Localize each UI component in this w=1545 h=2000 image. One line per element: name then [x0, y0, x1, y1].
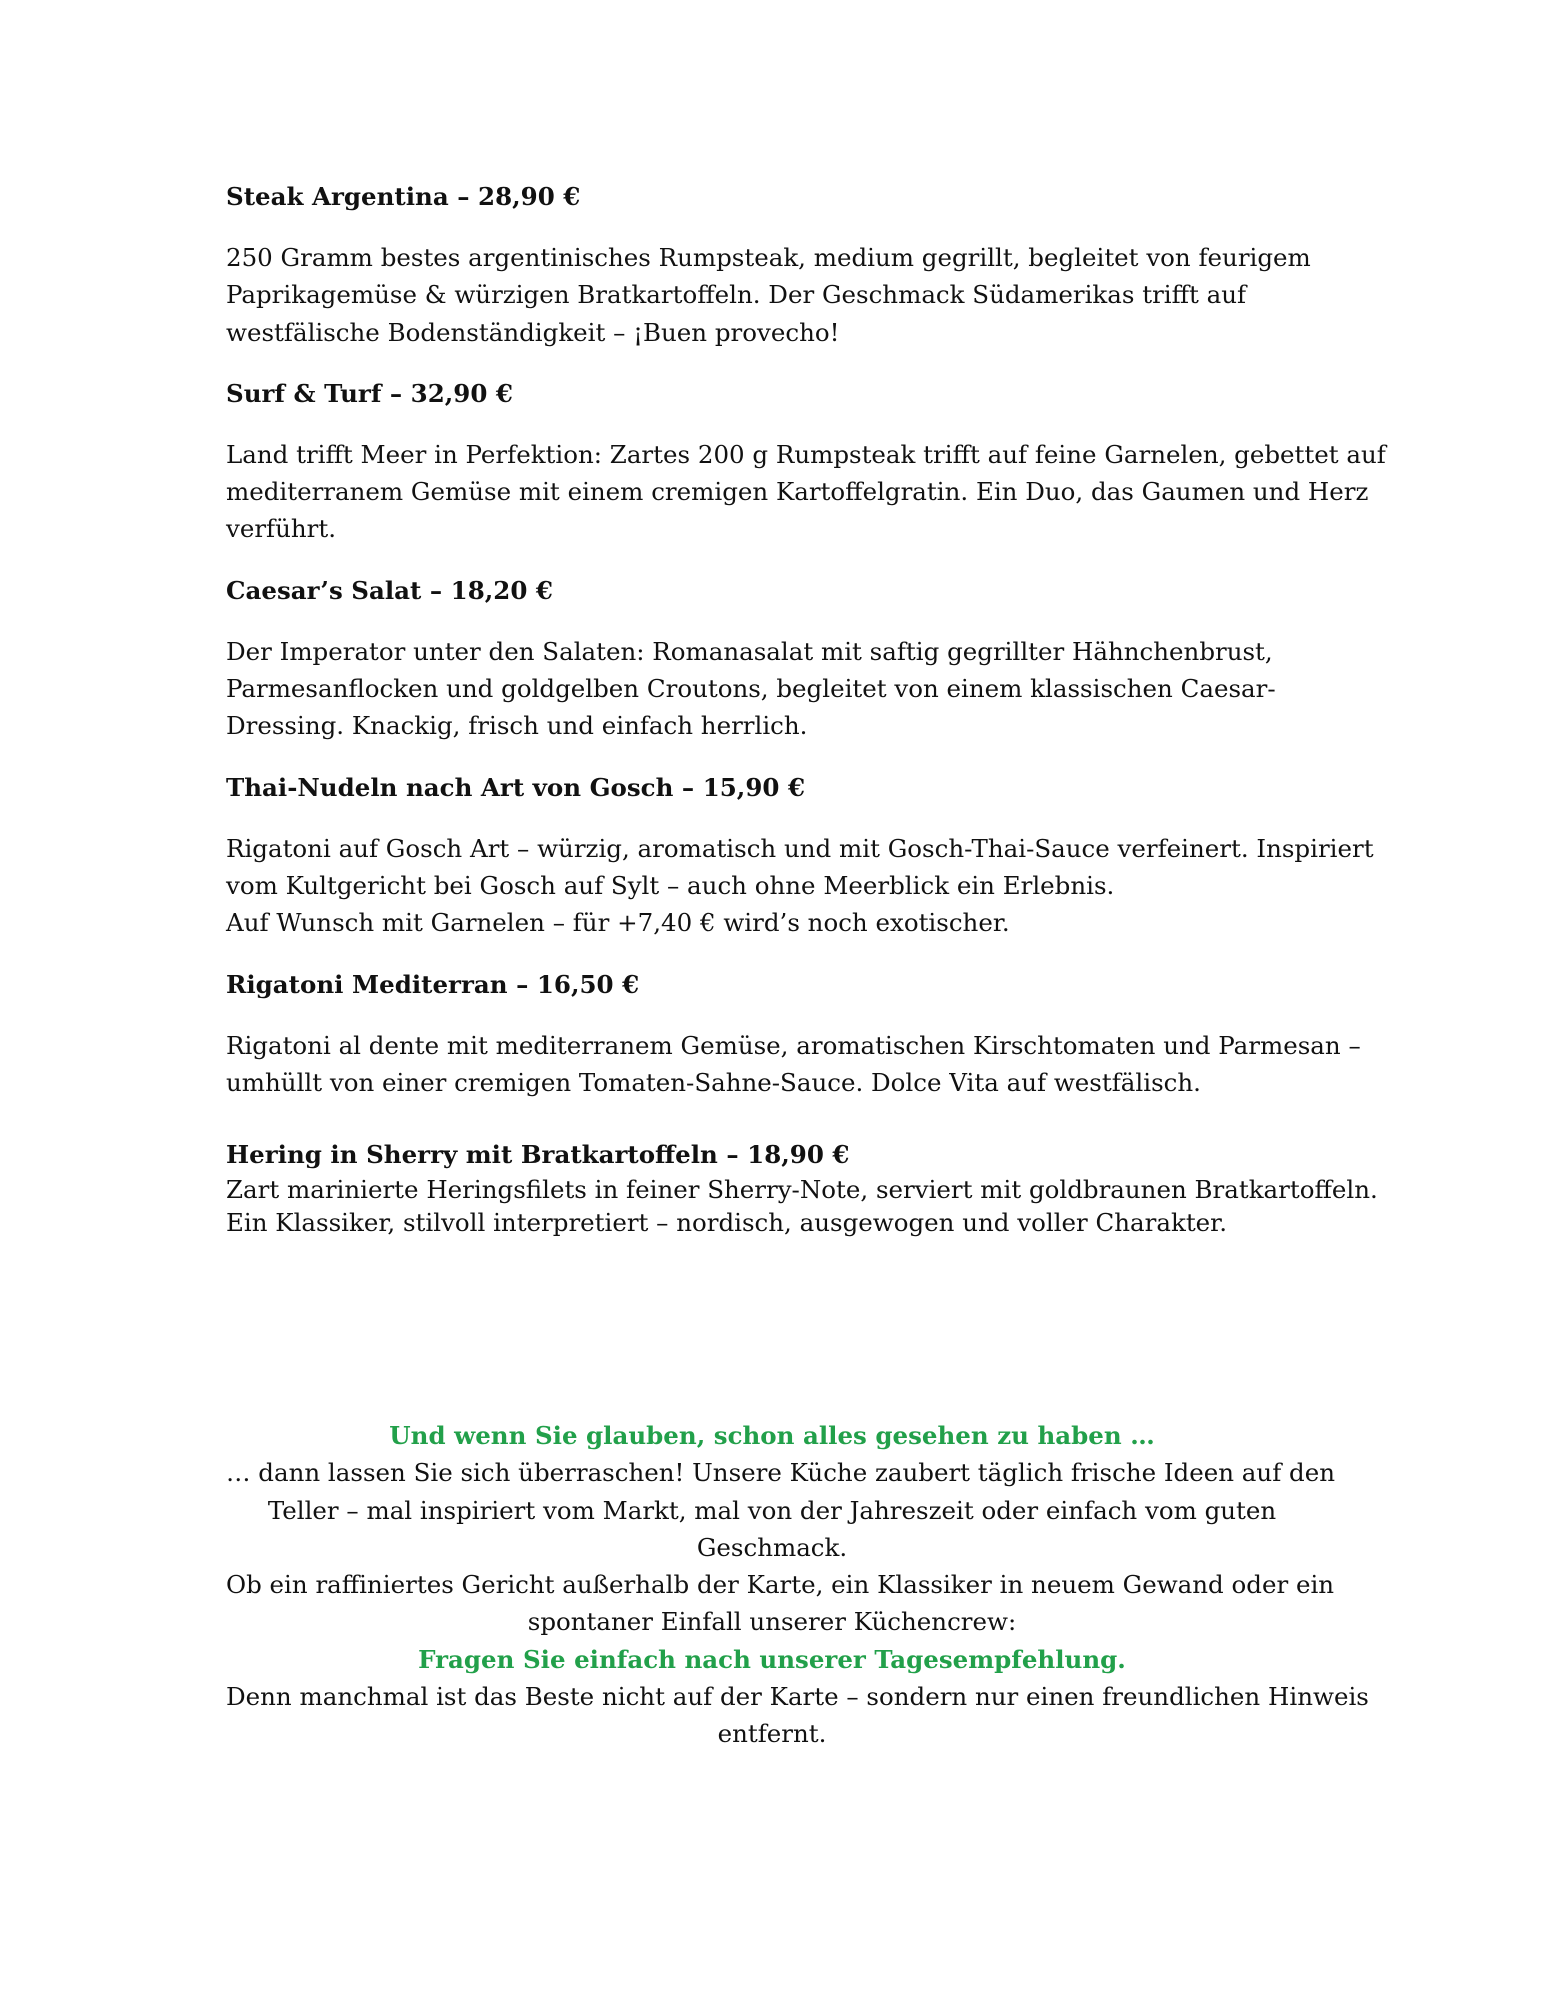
dish-title: Surf & Turf – 32,90 € — [226, 378, 513, 408]
description-line: Auf Wunsch mit Garnelen – für +7,40 € wird’s noch exotischer. — [226, 908, 1010, 938]
description-line: Rigatoni auf Gosch Art – würzig, aromatisch und mit Gosch-Thai-Sauce verfeinert. Inspiriert — [226, 833, 1374, 863]
dish-description — [226, 830, 1374, 942]
dish-surf-and-turf — [226, 375, 1386, 548]
dish-description — [226, 436, 1386, 548]
dish-title: Caesar’s Salat – 18,20 € — [226, 575, 553, 605]
dish-title: Thai-Nudeln nach Art von Gosch – 15,90 € — [226, 772, 805, 802]
closing-line: Teller – mal inspiriert vom Markt, mal von der Jahreszeit oder einfach vom guten — [267, 1495, 1277, 1525]
dish-description — [226, 633, 1336, 745]
dish-thai-nudeln — [226, 769, 1374, 942]
description-line: Der Imperator unter den Salaten: Romanasalat mit saftig gegrillter Hähnchenbrust, — [226, 636, 1273, 666]
description-line: Zart marinierte Heringsfilets in feiner Sherry-Note, serviert mit goldbraunen Bratkartoffeln. — [226, 1175, 1378, 1205]
dish-title: Steak Argentina – 28,90 € — [226, 182, 581, 211]
description-line: Dressing. Knackig, frisch und einfach herrlich. — [226, 711, 808, 741]
dish-caesars-salat — [226, 572, 1336, 745]
closing-line: Geschmack. — [696, 1532, 848, 1562]
dish-title: Hering in Sherry mit Bratkartoffeln – 18,90 € — [226, 1140, 850, 1170]
dish-title: Rigatoni Mediterran – 16,50 € — [226, 969, 640, 999]
description-line: westfälische Bodenständigkeit – ¡Buen provecho! — [226, 317, 840, 347]
description-line: Paprikagemüse & würzigen Bratkartoffeln. Der Geschmack Südamerikas trifft auf — [226, 280, 1247, 310]
description-line: Ein Klassiker, stilvoll interpretiert – nordisch, ausgewogen und voller Charakter. — [226, 1208, 1227, 1238]
dish-hering-in-sherry — [226, 1136, 1378, 1239]
closing-line: Ob ein raffiniertes Gericht außerhalb der Karte, ein Klassiker in neuem Gewand oder ein — [226, 1570, 1335, 1600]
closing-note — [226, 1417, 1369, 1753]
closing-line: spontaner Einfall unserer Küchencrew: — [527, 1607, 1017, 1637]
description-line: Rigatoni al dente mit mediterranem Gemüse, aromatischen Kirschtomaten und Parmesan – — [226, 1030, 1361, 1060]
description-line: umhüllt von einer cremigen Tomaten-Sahne-Sauce. Dolce Vita auf westfälisch. — [226, 1067, 1201, 1097]
daily-recommendation-highlight: Fragen Sie einfach nach unserer Tagesempfehlung. — [418, 1644, 1126, 1674]
closing-headline: Und wenn Sie glauben, schon alles gesehen zu haben … — [389, 1421, 1155, 1450]
description-line: verführt. — [226, 514, 337, 544]
closing-line: entfernt. — [717, 1719, 827, 1749]
description-line: mediterranem Gemüse mit einem cremigen Kartoffelgratin. Ein Duo, das Gaumen und Herz — [226, 477, 1369, 507]
description-line: 250 Gramm bestes argentinisches Rumpsteak, medium gegrillt, begleitet von feurigem — [226, 243, 1311, 272]
dish-steak-argentina — [226, 178, 1336, 351]
description-line: vom Kultgericht bei Gosch auf Sylt – auch ohne Meerblick ein Erlebnis. — [226, 870, 1115, 900]
description-line: Parmesanflocken und goldgelben Croutons, begleitet von einem klassischen Caesar- — [226, 674, 1276, 704]
closing-line: Denn manchmal ist das Beste nicht auf der Karte – sondern nur einen freundlichen Hinweis — [226, 1682, 1369, 1712]
dish-rigatoni-mediterran — [226, 966, 1361, 1102]
closing-line: … dann lassen Sie sich überraschen! Unsere Küche zaubert täglich frische Ideen auf den — [226, 1458, 1336, 1488]
description-line: Land trifft Meer in Perfektion: Zartes 200 g Rumpsteak trifft auf feine Garnelen, gebettet auf — [226, 439, 1386, 469]
dish-description — [226, 1027, 1361, 1102]
dish-description — [226, 239, 1336, 351]
dish-description — [226, 1173, 1378, 1239]
dish-list — [226, 178, 1386, 1239]
